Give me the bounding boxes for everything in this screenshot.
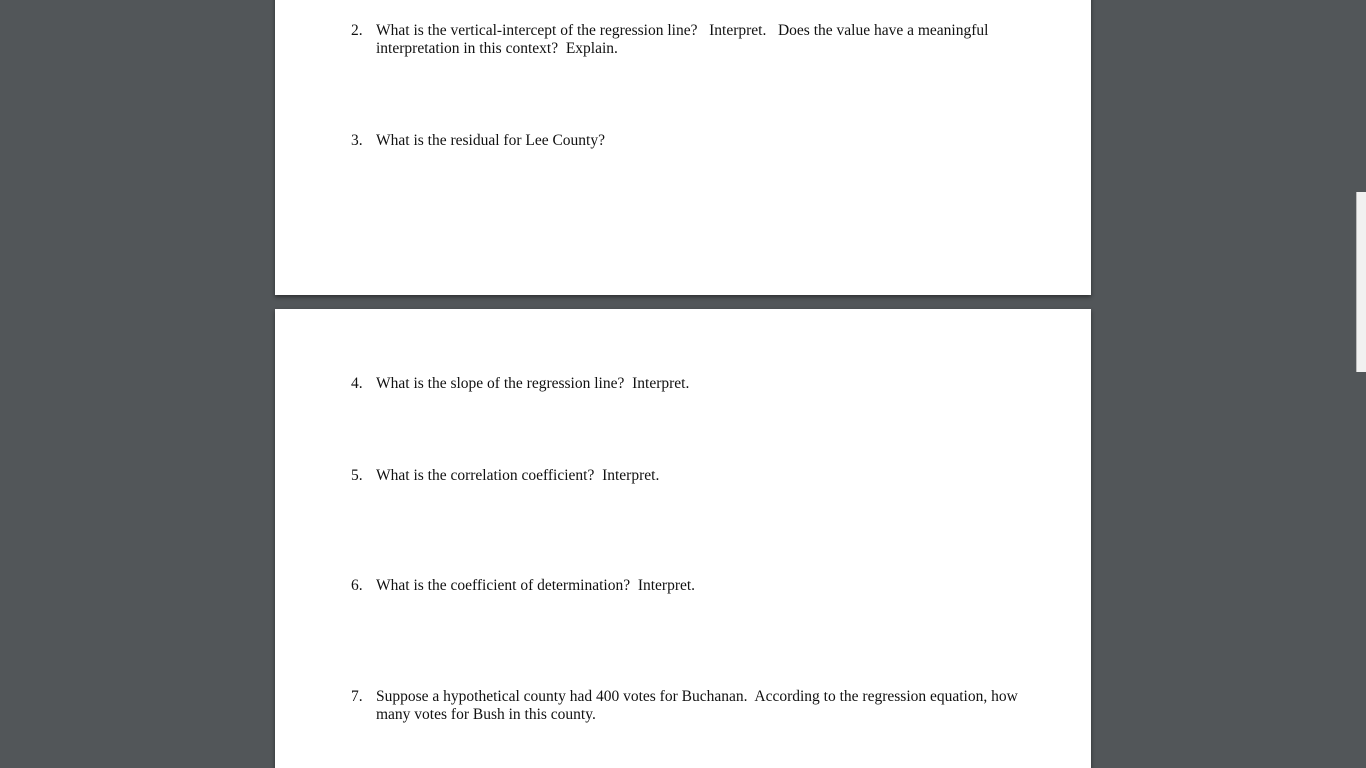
question-item: [351, 577, 1031, 595]
question-text: What is the slope of the regression line? Interpret.: [376, 375, 690, 392]
document-page: [275, 309, 1091, 768]
scrollbar-thumb[interactable]: [1356, 192, 1366, 372]
vertical-scrollbar[interactable]: [1355, 0, 1366, 768]
question-item: [351, 467, 1031, 485]
question-text: Suppose a hypothetical county had 400 votes for Buchanan. According to the regression equation, how many votes for Bush in this county.: [376, 688, 1022, 723]
question-number: 6.: [351, 577, 363, 594]
question-number: 2.: [351, 22, 363, 39]
question-item: [351, 132, 1031, 150]
question-number: 4.: [351, 375, 363, 392]
question-item: [351, 688, 1031, 724]
document-page: [275, 0, 1091, 295]
question-text: What is the residual for Lee County?: [376, 132, 605, 149]
question-text: What is the coefficient of determination? Interpret.: [376, 577, 696, 594]
question-text: What is the vertical-intercept of the regression line? Interpret. Does the value have a meaningful interpretation in this context? Explain.: [376, 22, 993, 57]
question-number: 5.: [351, 467, 363, 484]
question-item: [351, 22, 1031, 58]
question-item: [351, 375, 1031, 393]
question-number: 3.: [351, 132, 363, 149]
question-text: What is the correlation coefficient? Interpret.: [376, 467, 660, 484]
question-number: 7.: [351, 688, 363, 705]
